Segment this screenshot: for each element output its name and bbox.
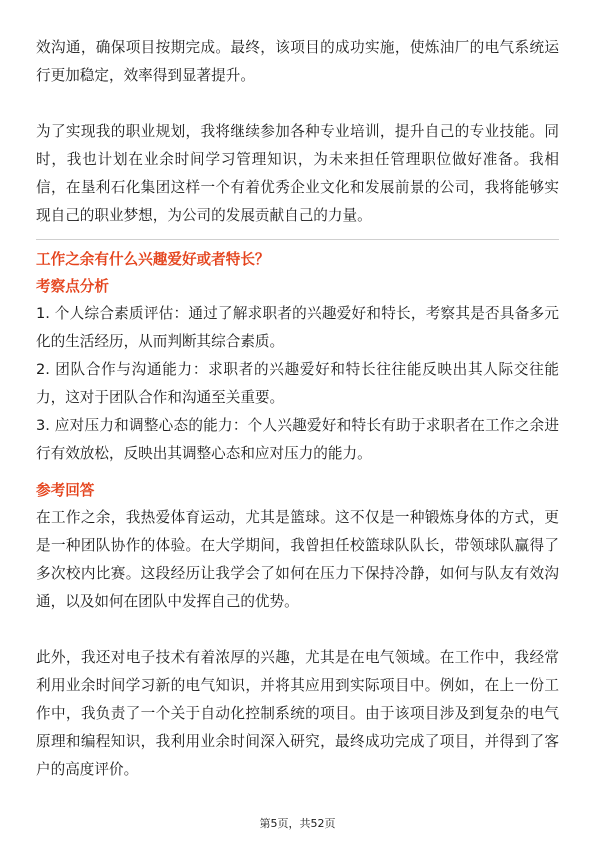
answer-label: 参考回答 (36, 482, 95, 499)
answer-paragraph-2: 此外，我还对电子技术有着浓厚的兴趣，尤其是在电气领域。在工作中，我经常利用业余时间学习新的电气知识，并将其应用到实际项目中。例如，在上一份工作中，我负责了一个关于自动化控制系统的项目。由于该项目涉及到复杂的电气原理和编程知识，我利用业余时间深入研究，最终成功完成了项目，并得到了客户的高度评价。 (36, 649, 559, 778)
question-heading: 工作之余有什么兴趣爱好或者特长？ (36, 251, 270, 268)
analysis-item-1: 1. 个人综合素质评估：通过了解求职者的兴趣爱好和特长，考察其是否具备多元化的生活经历，从而判断其综合素质。 (36, 305, 559, 350)
analysis-item-2: 2. 团队合作与沟通能力：求职者的兴趣爱好和特长往往能反映出其人际交往能力，这对于团队合作和沟通至关重要。 (36, 361, 559, 406)
paragraph-gap (36, 616, 559, 644)
answer-paragraph-1: 在工作之余，我热爱体育运动，尤其是篮球。这不仅是一种锻炼身体的方式，更是一种团队协作的体验。在大学期间，我曾担任校篮球队队长，带领球队赢得了多次校内比赛。这段经历让我学会了如何在压力下保持冷静，如何与队友有效沟通，以及如何在团队中发挥自己的优势。 (36, 509, 559, 610)
paragraph-gap (36, 90, 559, 118)
section-gap (36, 468, 559, 478)
document-page (36, 34, 559, 784)
intro-paragraph-1: 效沟通，确保项目按期完成。最终，该项目的成功实施，使炼油厂的电气系统运行更加稳定，效率得到显著提升。 (36, 39, 559, 84)
page-number: 第5页，共52页 (259, 817, 336, 830)
analysis-item-3: 3. 应对压力和调整心态的能力：个人兴趣爱好和特长有助于求职者在工作之余进行有效放松，反映出其调整心态和应对压力的能力。 (36, 417, 559, 462)
section-divider (36, 239, 559, 240)
intro-paragraph-2: 为了实现我的职业规划，我将继续参加各种专业培训，提升自己的专业技能。同时，我也计划在业余时间学习管理知识，为未来担任管理职位做好准备。我相信，在垦利石化集团这样一个有着优秀企业文化和发展前景的公司，我将能够实现自己的职业梦想，为公司的发展贡献自己的力量。 (36, 123, 559, 224)
analysis-label: 考察点分析 (36, 278, 109, 295)
